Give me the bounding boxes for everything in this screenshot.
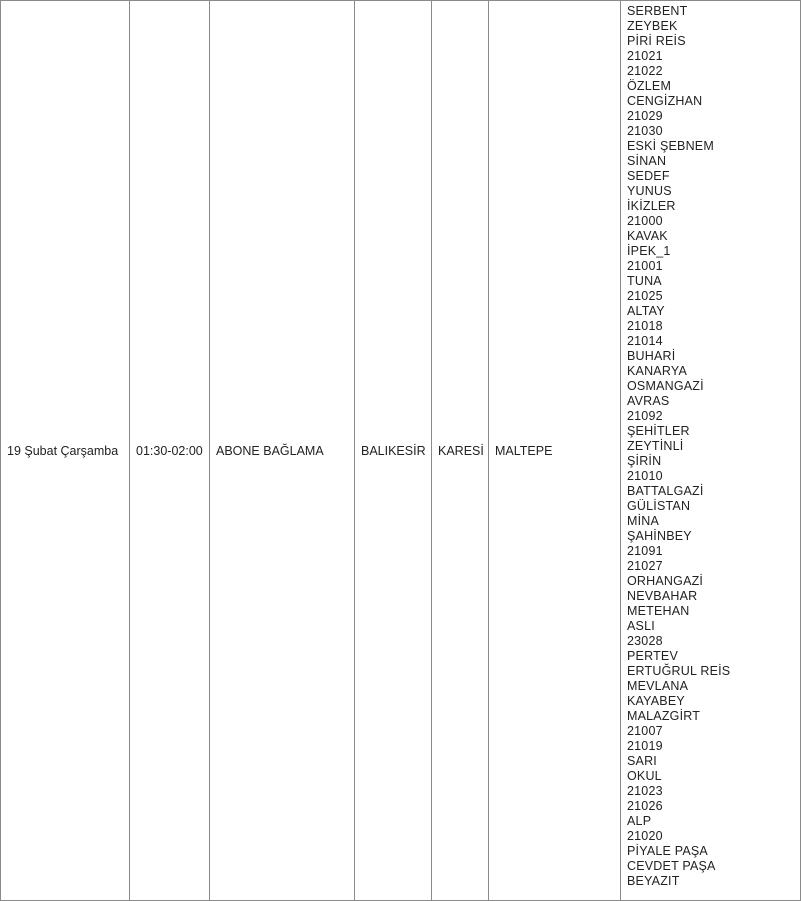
list-item: NEVBAHAR <box>627 589 698 603</box>
list-item: 21091 <box>627 544 663 558</box>
district-cell: KARESİ <box>432 1 489 901</box>
list-item: 21021 <box>627 49 663 63</box>
date-cell: 19 Şubat Çarşamba <box>1 1 130 901</box>
list-item: 21007 <box>627 724 663 738</box>
list-item: 21030 <box>627 124 663 138</box>
list-item: MEVLANA <box>627 679 689 693</box>
list-item: 21014 <box>627 334 663 348</box>
list-item: ÖZLEM <box>627 79 672 93</box>
list-item: CENGİZHAN <box>627 94 703 108</box>
list-item: BEYAZIT <box>627 874 680 888</box>
city-cell: BALIKESİR <box>355 1 432 901</box>
list-item: 21020 <box>627 829 663 843</box>
list-item: YUNUS <box>627 184 672 198</box>
table-row <box>1 1 801 901</box>
list-item: ERTUĞRUL REİS <box>627 664 731 678</box>
list-item: PERTEV <box>627 649 678 663</box>
list-item: AVRAS <box>627 394 670 408</box>
list-item: ESKİ ŞEBNEM <box>627 139 714 153</box>
list-item: ŞAHİNBEY <box>627 529 692 543</box>
list-item: ZEYBEK <box>627 19 678 33</box>
list-item: GÜLİSTAN <box>627 499 691 513</box>
list-item: METEHAN <box>627 604 690 618</box>
list-item: 21001 <box>627 259 663 273</box>
list-item: ORHANGAZİ <box>627 574 704 588</box>
list-item: 21027 <box>627 559 663 573</box>
list-item: 21019 <box>627 739 663 753</box>
list-item: OKUL <box>627 769 662 783</box>
list-item: 21022 <box>627 64 663 78</box>
list-item: 23028 <box>627 634 663 648</box>
list-item: 21000 <box>627 214 663 228</box>
list-item: ALP <box>627 814 652 828</box>
list-item: BATTALGAZİ <box>627 484 704 498</box>
list-item: 21025 <box>627 289 663 303</box>
street-list <box>627 4 800 889</box>
list-item: İPEK_1 <box>627 244 671 258</box>
list-item: PİRİ REİS <box>627 34 686 48</box>
list-item: 21023 <box>627 784 663 798</box>
list-item: ZEYTİNLİ <box>627 439 684 453</box>
list-item: ASLI <box>627 619 655 633</box>
streets-cell <box>621 1 801 901</box>
list-item: BUHARİ <box>627 349 676 363</box>
list-item: MALAZGİRT <box>627 709 701 723</box>
list-item: SİNAN <box>627 154 667 168</box>
list-item: KANARYA <box>627 364 687 378</box>
list-item: SERBENT <box>627 4 688 18</box>
list-item: SARI <box>627 754 657 768</box>
list-item: MİNA <box>627 514 660 528</box>
list-item: ŞİRİN <box>627 454 662 468</box>
list-item: OSMANGAZİ <box>627 379 704 393</box>
list-item: KAVAK <box>627 229 668 243</box>
list-item: SEDEF <box>627 169 670 183</box>
list-item: 21010 <box>627 469 663 483</box>
list-item: 21092 <box>627 409 663 423</box>
list-item: 21026 <box>627 799 663 813</box>
list-item: 21029 <box>627 109 663 123</box>
neighborhood-cell: MALTEPE <box>489 1 621 901</box>
list-item: ŞEHİTLER <box>627 424 690 438</box>
list-item: PİYALE PAŞA <box>627 844 708 858</box>
list-item: 21018 <box>627 319 663 333</box>
list-item: İKİZLER <box>627 199 676 213</box>
list-item: ALTAY <box>627 304 665 318</box>
list-item: TUNA <box>627 274 662 288</box>
work-type-cell: ABONE BAĞLAMA <box>210 1 355 901</box>
list-item: KAYABEY <box>627 694 685 708</box>
list-item: CEVDET PAŞA <box>627 859 716 873</box>
time-cell: 01:30-02:00 <box>130 1 210 901</box>
